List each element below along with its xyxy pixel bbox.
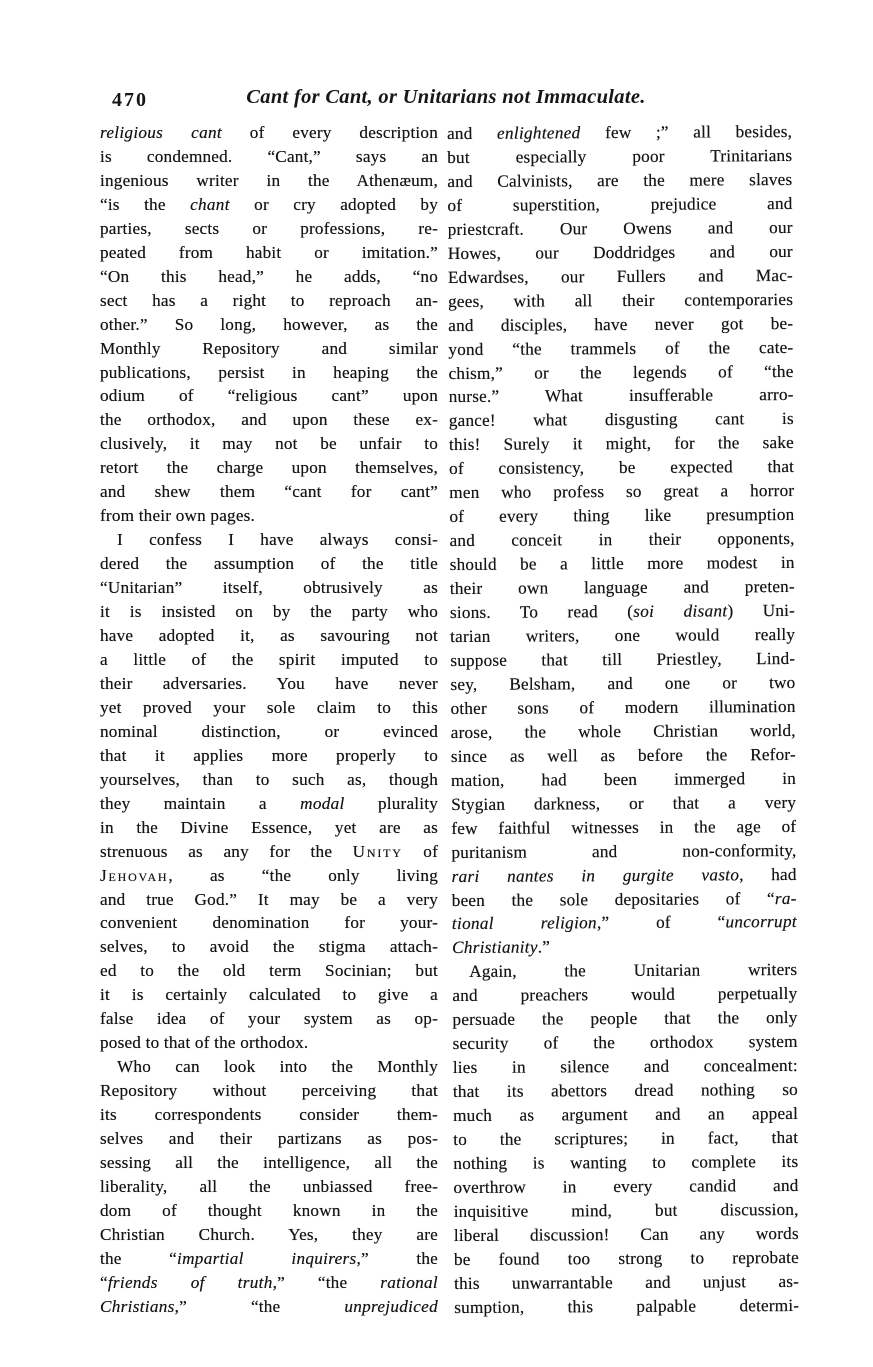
text-line: and shew them “cant for cant”	[100, 482, 438, 502]
text-line: yourselves, than to such as, though	[100, 769, 438, 789]
text-line: overthrow in every candid and	[453, 1175, 799, 1197]
text-line: chism,” or the legends of “the	[448, 361, 794, 383]
text-line: yond “the trammels of the cate-	[448, 337, 794, 359]
text-line: Christian Church. Yes, they are	[100, 1224, 438, 1244]
text-line: men who profess so great a horror	[449, 481, 795, 503]
text-line: sessing all the intelligence, all the	[100, 1152, 438, 1172]
text-line: and disciples, have never got be-	[448, 313, 794, 335]
text-line: the “impartial inquirers,” the	[100, 1248, 438, 1268]
text-line: its correspondents consider them-	[100, 1105, 438, 1125]
text-line: “On this head,” he adds, “no	[100, 266, 438, 286]
text-line: peated from habit or imitation.”	[100, 242, 438, 262]
text-line: Monthly Repository and similar	[100, 338, 438, 358]
text-line: rari nantes in gurgite vasto, had	[451, 864, 797, 886]
text-line: “is the chant or cry adopted by	[100, 194, 438, 214]
text-line: and enlightened few ;” all besides,	[447, 121, 793, 144]
text-line: this unwarrantable and unjust as-	[454, 1271, 800, 1293]
text-line: yet proved your sole claim to this	[100, 697, 438, 717]
text-line: other sons of modern illumination	[450, 696, 796, 718]
text-line: their own language and preten-	[449, 577, 795, 599]
text-line: sey, Belsham, and one or two	[450, 672, 796, 694]
text-line: priestcraft. Our Owens and our	[447, 217, 793, 239]
text-line: their adversaries. You have never	[100, 673, 438, 693]
text-line: and conceit in their opponents,	[449, 529, 795, 551]
text-line: a little of the spirit imputed to	[100, 649, 438, 669]
text-line: Christians,” “the unprejudiced	[100, 1296, 438, 1316]
text-line: Jehovah, as “the only living	[100, 865, 438, 885]
text-line: they maintain a modal plurality	[100, 793, 439, 813]
text-line: Repository without perceiving that	[100, 1081, 438, 1101]
text-line: gees, with all their contemporaries	[448, 289, 794, 311]
text-line: sect has a right to reproach an-	[100, 290, 438, 310]
text-line: Howes, our Doddridges and our	[447, 241, 793, 263]
text-line: Stygian darkness, or that a very	[451, 792, 797, 814]
text-line: false idea of your system as op-	[100, 1009, 438, 1029]
text-line: Edwardses, our Fullers and Mac-	[447, 265, 794, 287]
text-line: few faithful witnesses in the age of	[451, 816, 797, 838]
text-line: and Calvinists, are the mere slaves	[447, 169, 793, 191]
text-line: suppose that till Priestley, Lind-	[450, 648, 796, 671]
text-line: I confess I have always consi-	[117, 530, 438, 550]
text-line: it is insisted on by the party who	[100, 602, 438, 622]
text-line: Christianity.”	[451, 937, 551, 958]
text-line: selves, to avoid the stigma attach-	[100, 937, 438, 957]
text-line: dom of thought known in the	[100, 1200, 438, 1220]
text-line: liberal discussion! Can any words	[453, 1223, 799, 1245]
text-line: “friends of truth,” “the rational	[100, 1272, 439, 1292]
text-line: is condemned. “Cant,” says an	[100, 146, 438, 166]
text-line: this! Surely it might, for the sake	[448, 433, 795, 455]
text-line: that it applies more properly to	[100, 745, 438, 765]
text-line: and preachers would perpetually	[452, 984, 798, 1006]
text-line: should be a little more modest in	[449, 553, 795, 575]
column-right	[447, 120, 799, 1320]
page-header	[100, 86, 792, 114]
column-left	[100, 121, 438, 1319]
text-line: nominal distinction, or evinced	[100, 721, 438, 741]
text-line: since as well as before the Refor-	[450, 744, 796, 766]
text-line: but especially poor Trinitarians	[447, 145, 793, 168]
text-line: have adopted it, as savouring not	[100, 626, 438, 646]
text-line: selves and their partizans as pos-	[100, 1129, 438, 1149]
page-number: 470	[112, 89, 148, 111]
text-line: tional religion,” of “uncorrupt	[451, 912, 797, 934]
text-line: “Unitarian” itself, obtrusively as	[100, 578, 438, 598]
text-columns	[100, 121, 800, 1319]
text-line: lies in silence and concealment:	[452, 1056, 798, 1078]
text-line: been the sole depositaries of “ra-	[451, 888, 797, 910]
text-line: tarian writers, one would really	[450, 624, 796, 647]
text-line: nurse.” What insufferable arro-	[448, 385, 794, 407]
text-line: dered the assumption of the title	[100, 554, 438, 574]
text-line: that its abettors dread nothing so	[452, 1080, 798, 1102]
text-line: posed to that of the orthodox.	[100, 1033, 309, 1053]
text-line: Who can look into the Monthly	[117, 1057, 438, 1077]
text-line: persuade the people that the only	[452, 1008, 798, 1030]
text-line: odium of “religious cant” upon	[100, 386, 438, 406]
text-line: much as argument and an appeal	[453, 1104, 799, 1126]
text-line: to the scriptures; in fact, that	[453, 1127, 799, 1150]
running-title: Cant for Cant, or Unitarians not Immaculate.	[246, 86, 646, 108]
text-line: convenient denomination for your-	[100, 913, 438, 933]
text-line: sumption, this palpable determi-	[454, 1295, 800, 1317]
text-line: parties, sects or professions, re-	[100, 218, 438, 238]
text-line: inquisitive mind, but discussion,	[453, 1199, 799, 1221]
text-line: of every thing like presumption	[449, 505, 795, 527]
text-line: religious cant of every description	[100, 123, 438, 142]
text-line: of consistency, be expected that	[449, 457, 795, 479]
text-line: sions. To read (soi disant) Uni-	[449, 600, 796, 623]
text-line: from their own pages.	[100, 506, 256, 526]
text-line: retort the charge upon themselves,	[100, 458, 438, 478]
text-line: the orthodox, and upon these ex-	[100, 410, 438, 430]
text-line: security of the orthodox system	[452, 1032, 798, 1054]
text-line: it is certainly calculated to give a	[100, 985, 438, 1005]
text-line: arose, the whole Christian world,	[450, 720, 796, 742]
text-line: liberality, all the unbiassed free-	[100, 1176, 438, 1196]
text-line: in the Divine Essence, yet are as	[100, 817, 438, 837]
text-line: of superstition, prejudice and	[447, 193, 793, 215]
text-line: gance! what disgusting cant is	[448, 409, 794, 431]
text-line: publications, persist in heaping the	[100, 362, 438, 382]
text-line: and true God.” It may be a very	[100, 889, 438, 909]
text-line: other.” So long, however, as the	[100, 314, 438, 334]
text-line: ed to the old term Socinian; but	[100, 961, 438, 981]
text-line: strenuous as any for the Unity of	[100, 841, 438, 861]
text-line: nothing is wanting to complete its	[453, 1151, 799, 1174]
text-line: Again, the Unitarian writers	[469, 960, 798, 982]
text-line: be found too strong to reprobate	[453, 1247, 800, 1269]
text-line: mation, had been immerged in	[450, 768, 797, 790]
text-line: puritanism and non-conformity,	[451, 840, 797, 862]
text-line: ingenious writer in the Athenæum,	[100, 170, 438, 190]
text-line: clusively, it may not be unfair to	[100, 434, 438, 454]
